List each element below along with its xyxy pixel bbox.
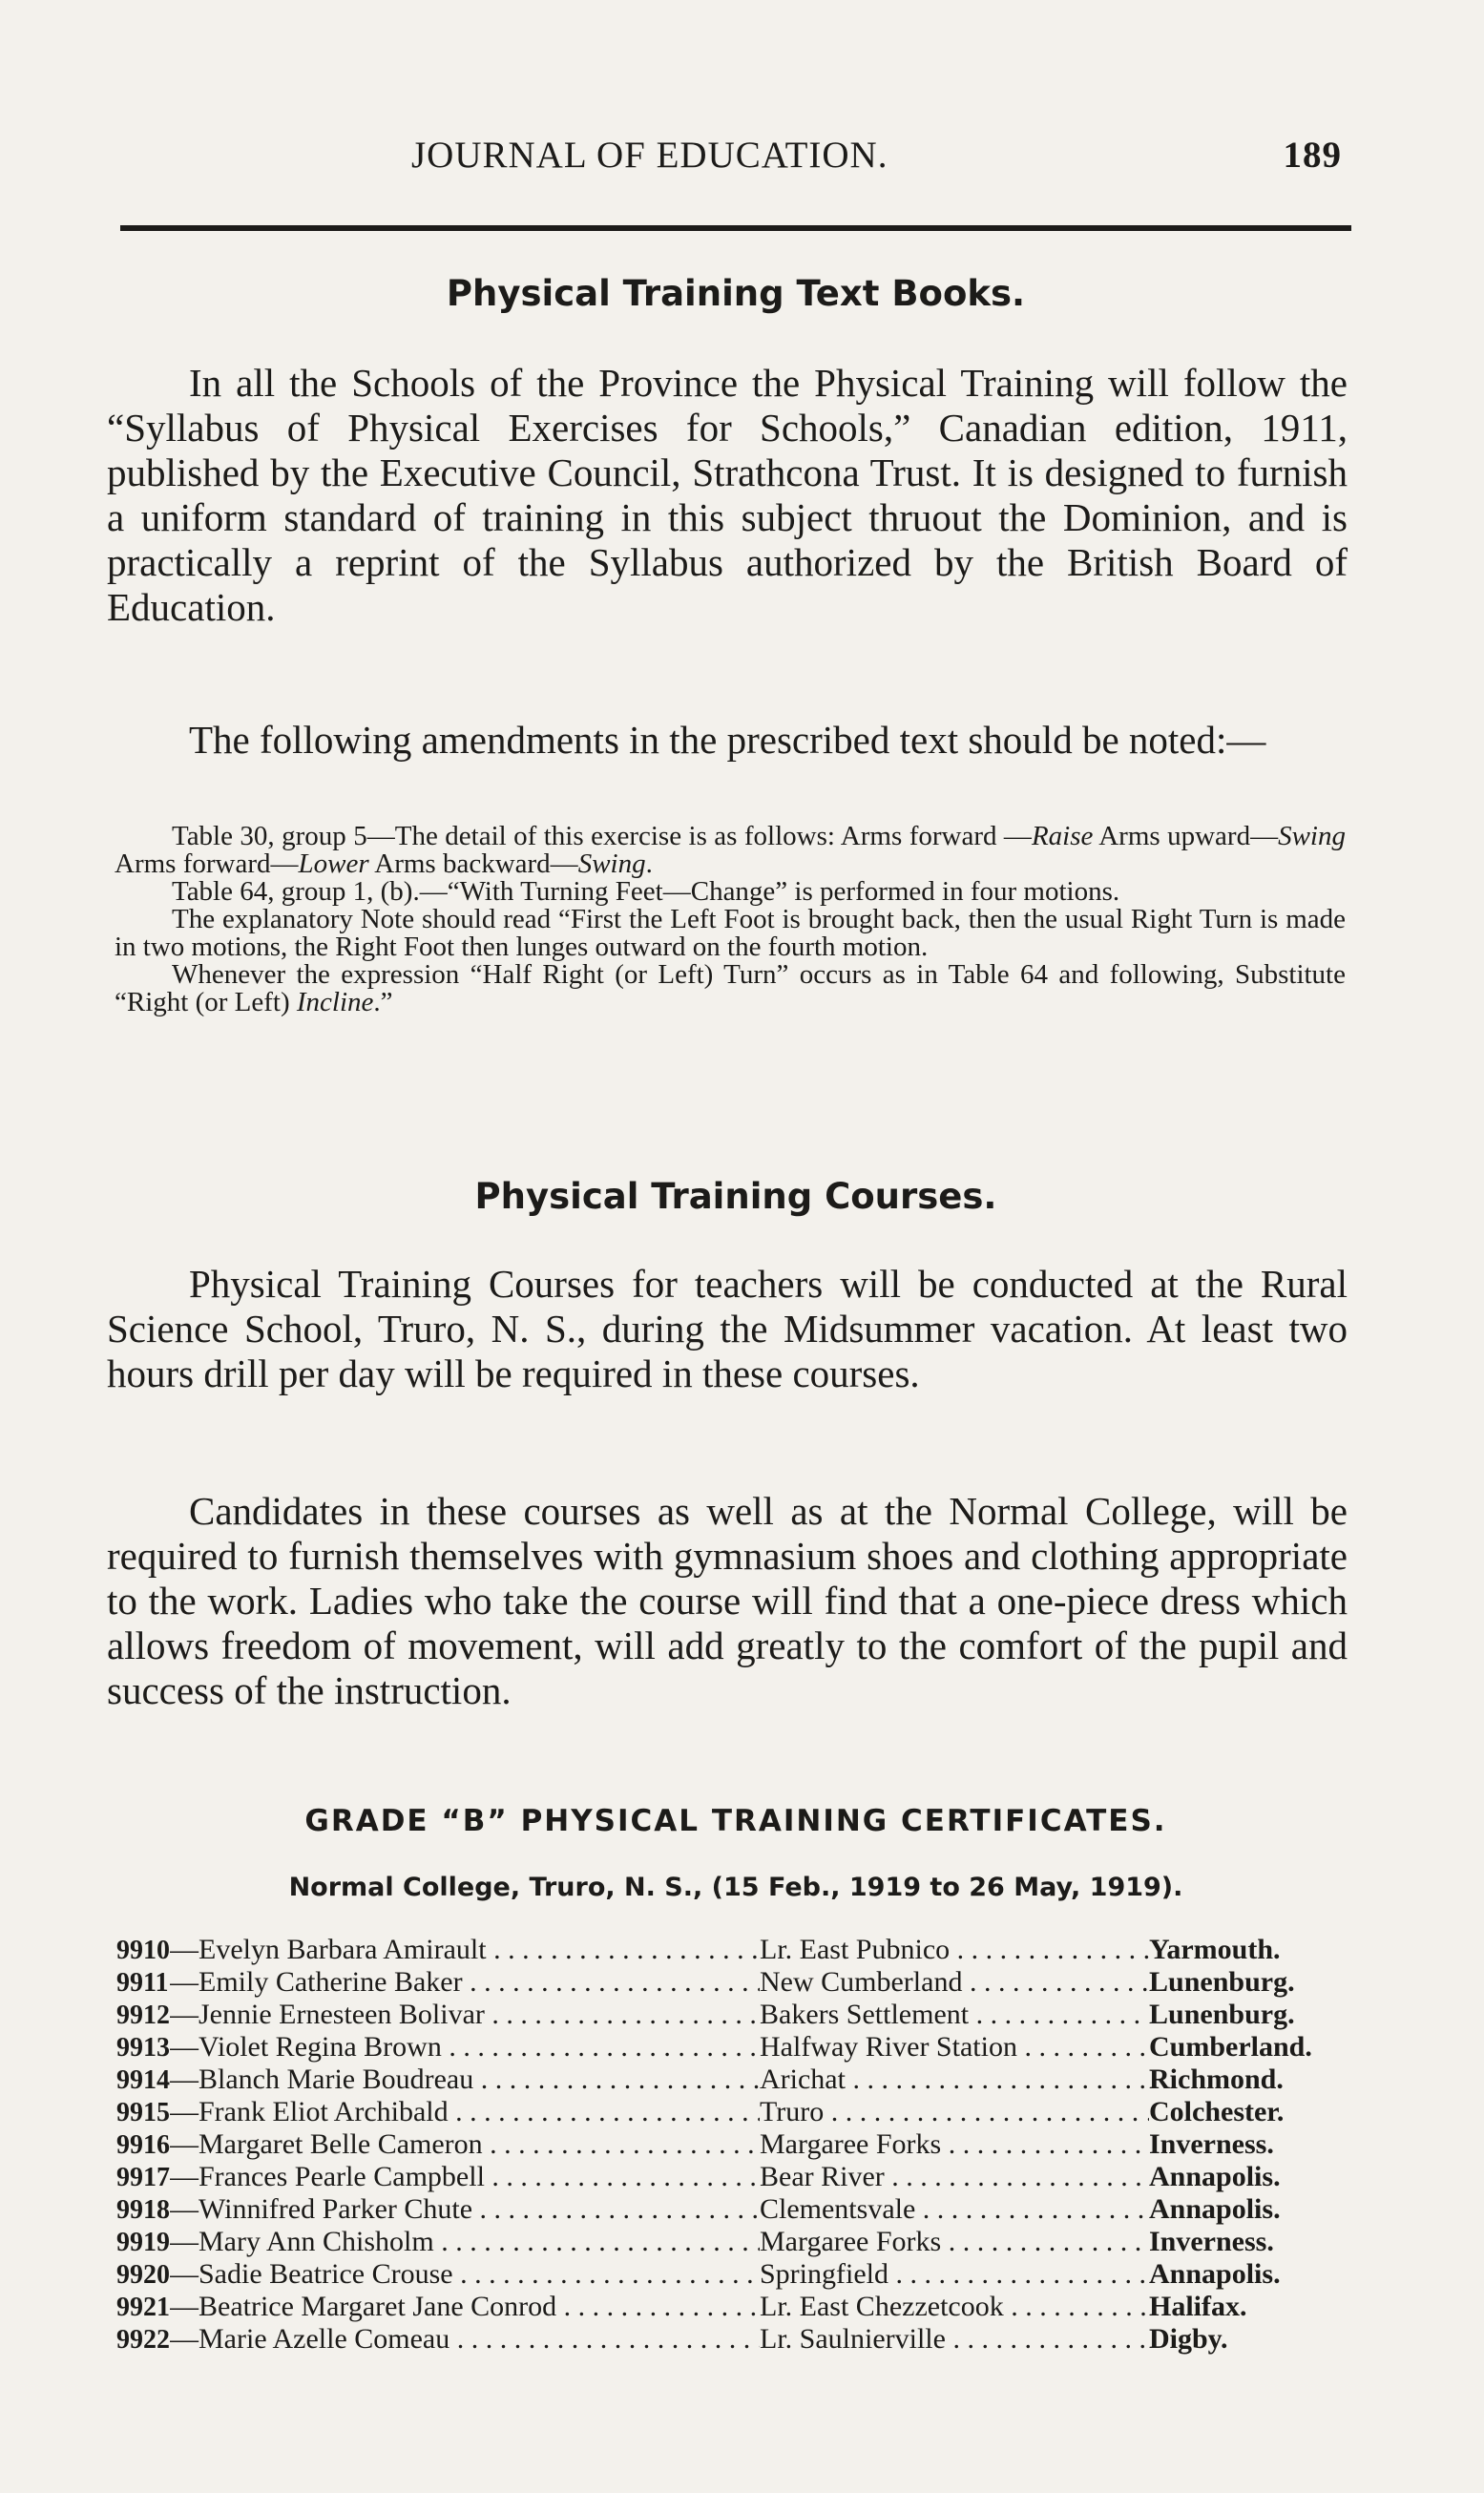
holder-place: Bakers Settlement . . .: [760, 1999, 1149, 2031]
table-row: [116, 2258, 1300, 2291]
holder-county: Lunenburg.: [1149, 1999, 1295, 2030]
table-row: [116, 1999, 1300, 2031]
note-half-right: Whenever the expression “Half Right (or Left) Turn” occurs as in Table 64 and following, Substitute “Right (or Left) Incline.”: [115, 959, 1346, 1017]
header-rule: [120, 225, 1351, 231]
certificate-number: 9916: [116, 2130, 170, 2160]
holder-place: Arichat . . .: [760, 2064, 1149, 2096]
certificate-number: 9915: [116, 2098, 170, 2127]
note-table-64: Table 64, group 1, (b).—“With Turning Feet—Change” is performed in four motions.: [172, 876, 1120, 907]
holder-county: Halifax.: [1149, 2291, 1247, 2322]
holder-county: Digby.: [1149, 2323, 1228, 2355]
page-number: 189: [1283, 135, 1342, 176]
section-heading-text-books: Physical Training Text Books.: [446, 273, 1026, 314]
holder-name: —Margaret Belle Cameron . . .: [170, 2128, 760, 2161]
certificate-number: 9911: [116, 1968, 169, 1998]
holder-place: Lr. East Pubnico . . .: [760, 1934, 1149, 1966]
holder-place: Springfield . . .: [760, 2258, 1149, 2291]
holder-name: —Jennie Ernesteen Bolivar . . .: [170, 1999, 760, 2031]
table-row: [116, 2128, 1300, 2161]
holder-county: Lunenburg.: [1149, 1966, 1295, 1998]
holder-place: Margaree Forks . . .: [760, 2226, 1149, 2258]
certificate-number: 9918: [116, 2195, 170, 2225]
holder-county: Inverness.: [1149, 2128, 1274, 2160]
table-row: [116, 2291, 1300, 2323]
paragraph-amendments-intro: The following amendments in the prescribed text should be noted:—: [189, 718, 1266, 762]
holder-name: —Beatrice Margaret Jane Conrod . . .: [170, 2291, 760, 2323]
holder-place: Halfway River Station . . .: [760, 2031, 1149, 2064]
certificate-number: 9921: [116, 2293, 170, 2322]
holder-name: —Frances Pearle Campbell . . .: [170, 2161, 760, 2193]
certificate-number: 9912: [116, 2001, 170, 2030]
journal-title: JOURNAL OF EDUCATION.: [411, 135, 888, 176]
holder-place: Bear River . . .: [760, 2161, 1149, 2193]
table-row: [116, 2031, 1312, 2064]
running-header: [120, 134, 1351, 191]
holder-name: —Emily Catherine Baker . . .: [170, 1966, 760, 1999]
table-row: [116, 2064, 1300, 2096]
holder-county: Yarmouth.: [1149, 1934, 1281, 1965]
holder-place: Truro . . .: [760, 2096, 1149, 2128]
certificate-number: 9910: [116, 1936, 170, 1965]
paragraph-syllabus: In all the Schools of the Province the Physical Training will follow the “Syllabus of Physical Exercises for Schools,” Canadian edition, 1911, published by the Executive Council, Strathcona Trust. It is designed to furnish a uniform standard of training in this subject thruout the Dominion, and is practically a reprint of the Syllabus authorized by the British Board of Education.: [107, 361, 1348, 629]
paragraph-courses: Physical Training Courses for teachers will be conducted at the Rural Science School, Truro, N. S., during the Midsummer vacation. At least two hours drill per day will be required in these courses.: [107, 1262, 1348, 1395]
holder-county: Annapolis.: [1149, 2193, 1281, 2225]
amendment-notes: [115, 823, 1346, 1016]
certificate-number: 9920: [116, 2260, 170, 2290]
note-explanatory: The explanatory Note should read “First the Left Foot is brought back, then the usual Right Turn is made in two motions, the Right Foot then lunges outward on the fourth motion.: [115, 904, 1346, 962]
certificate-number: 9913: [116, 2033, 170, 2063]
holder-county: Colchester.: [1149, 2096, 1285, 2127]
holder-place: Clementsvale . . .: [760, 2193, 1149, 2226]
holder-name: —Evelyn Barbara Amirault . . .: [170, 1934, 760, 1966]
holder-place: New Cumberland . . .: [760, 1966, 1149, 1999]
table-row: [116, 2161, 1300, 2193]
certificates-title: GRADE “B” PHYSICAL TRAINING CERTIFICATES.: [304, 1804, 1167, 1838]
certificate-number: 9914: [116, 2065, 170, 2095]
table-row: [116, 1966, 1300, 1999]
table-row: [116, 2226, 1300, 2258]
note-table-30: Table 30, group 5—The detail of this exercise is as follows: Arms forward —Raise Arms upward—Swing Arms forward—Lower Arms backward—Swing.: [115, 821, 1346, 879]
holder-county: Richmond.: [1149, 2064, 1284, 2095]
paragraph-candidates: Candidates in these courses as well as at the Normal College, will be required to furnish themselves with gymnasium shoes and clothing appropriate to the work. Ladies who take the course will find that a one-piece dress which allows freedom of movement, will add greatly to the comfort of the pupil and success of the instruction.: [107, 1489, 1348, 1712]
holder-name: —Marie Azelle Comeau . . .: [170, 2323, 760, 2356]
holder-name: —Violet Regina Brown . . .: [170, 2031, 760, 2064]
table-row: [116, 2323, 1300, 2356]
holder-county: Annapolis.: [1149, 2161, 1281, 2192]
holder-county: Annapolis.: [1149, 2258, 1281, 2290]
section-heading-courses: Physical Training Courses.: [474, 1176, 997, 1217]
certificate-number: 9917: [116, 2163, 170, 2192]
table-row: [116, 1934, 1300, 1966]
certificate-number: 9919: [116, 2228, 170, 2257]
table-row: [116, 2193, 1300, 2226]
holder-county: Cumberland.: [1149, 2031, 1312, 2063]
certificate-list: [116, 1934, 1312, 2356]
table-row: [116, 2096, 1300, 2128]
holder-place: Margaree Forks . . .: [760, 2128, 1149, 2161]
holder-county: Inverness.: [1149, 2226, 1274, 2257]
holder-name: —Mary Ann Chisholm . . .: [170, 2226, 760, 2258]
holder-name: —Blanch Marie Boudreau . . .: [170, 2064, 760, 2096]
holder-place: Lr. Saulnierville . . .: [760, 2323, 1149, 2356]
holder-name: —Frank Eliot Archibald . . .: [170, 2096, 760, 2128]
holder-name: —Winnifred Parker Chute . . .: [170, 2193, 760, 2226]
holder-name: —Sadie Beatrice Crouse . . .: [170, 2258, 760, 2291]
certificates-subtitle: Normal College, Truro, N. S., (15 Feb., 1919 to 26 May, 1919).: [288, 1873, 1183, 1902]
holder-place: Lr. East Chezzetcook . . .: [760, 2291, 1149, 2323]
certificate-number: 9922: [116, 2325, 170, 2355]
